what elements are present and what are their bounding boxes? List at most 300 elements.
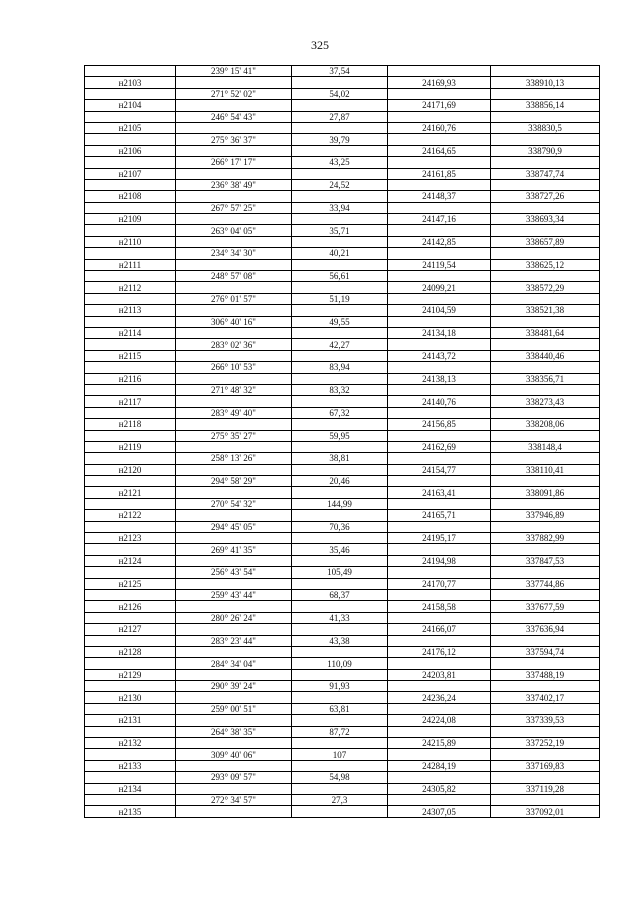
y-coordinate-cell	[491, 521, 600, 532]
y-coordinate-cell: 337402,17	[491, 692, 600, 703]
point-cell	[85, 612, 176, 623]
y-coordinate-cell	[491, 293, 600, 304]
y-coordinate-cell: 337946,89	[491, 510, 600, 521]
y-coordinate-cell	[491, 453, 600, 464]
x-coordinate-cell: 24138,13	[388, 373, 491, 384]
point-cell: н2112	[85, 282, 176, 293]
x-coordinate-cell: 24147,16	[388, 214, 491, 225]
table-row	[85, 806, 600, 817]
table-row	[85, 544, 600, 555]
table-row	[85, 157, 600, 168]
point-cell	[85, 134, 176, 145]
coordinates-table	[84, 65, 600, 818]
y-coordinate-cell	[491, 430, 600, 441]
point-cell: н2127	[85, 624, 176, 635]
point-cell: н2134	[85, 783, 176, 794]
y-coordinate-cell	[491, 225, 600, 236]
y-coordinate-cell: 338208,06	[491, 419, 600, 430]
direction-angle-cell	[176, 214, 292, 225]
x-coordinate-cell: 24140,76	[388, 396, 491, 407]
x-coordinate-cell	[388, 271, 491, 282]
point-cell: н2109	[85, 214, 176, 225]
length-cell: 27,87	[292, 111, 388, 122]
point-cell	[85, 703, 176, 714]
point-cell: н2128	[85, 646, 176, 657]
direction-angle-cell: 283° 23' 44"	[176, 635, 292, 646]
table-row	[85, 441, 600, 452]
length-cell	[292, 464, 388, 475]
point-cell: н2129	[85, 669, 176, 680]
length-cell: 59,95	[292, 430, 388, 441]
x-coordinate-cell: 24148,37	[388, 191, 491, 202]
length-cell	[292, 259, 388, 270]
table-row	[85, 362, 600, 373]
x-coordinate-cell	[388, 772, 491, 783]
y-coordinate-cell: 338790,9	[491, 145, 600, 156]
y-coordinate-cell	[491, 271, 600, 282]
direction-angle-cell	[176, 145, 292, 156]
table-row	[85, 624, 600, 635]
direction-angle-cell	[176, 601, 292, 612]
y-coordinate-cell: 337092,01	[491, 806, 600, 817]
point-cell	[85, 430, 176, 441]
point-cell: н2132	[85, 738, 176, 749]
length-cell	[292, 738, 388, 749]
table-row	[85, 578, 600, 589]
x-coordinate-cell	[388, 749, 491, 760]
length-cell	[292, 282, 388, 293]
table-row	[85, 567, 600, 578]
x-coordinate-cell	[388, 66, 491, 77]
y-coordinate-cell: 337677,59	[491, 601, 600, 612]
y-coordinate-cell: 337488,19	[491, 669, 600, 680]
length-cell: 70,36	[292, 521, 388, 532]
direction-angle-cell: 259° 00' 51"	[176, 703, 292, 714]
y-coordinate-cell	[491, 111, 600, 122]
point-cell: н2120	[85, 464, 176, 475]
y-coordinate-cell	[491, 202, 600, 213]
length-cell: 67,32	[292, 407, 388, 418]
x-coordinate-cell: 24194,98	[388, 555, 491, 566]
x-coordinate-cell: 24195,17	[388, 533, 491, 544]
length-cell: 63,81	[292, 703, 388, 714]
point-cell	[85, 225, 176, 236]
length-cell	[292, 236, 388, 247]
direction-angle-cell: 275° 35' 27"	[176, 430, 292, 441]
table-row	[85, 795, 600, 806]
y-coordinate-cell: 338910,13	[491, 77, 600, 88]
table-row	[85, 510, 600, 521]
length-cell: 35,46	[292, 544, 388, 555]
x-coordinate-cell: 24176,12	[388, 646, 491, 657]
y-coordinate-cell	[491, 179, 600, 190]
x-coordinate-cell	[388, 316, 491, 327]
length-cell: 144,99	[292, 498, 388, 509]
direction-angle-cell	[176, 533, 292, 544]
point-cell: н2118	[85, 419, 176, 430]
length-cell: 27,3	[292, 795, 388, 806]
length-cell	[292, 305, 388, 316]
x-coordinate-cell: 24142,85	[388, 236, 491, 247]
direction-angle-cell	[176, 510, 292, 521]
point-cell	[85, 635, 176, 646]
length-cell	[292, 122, 388, 133]
length-cell	[292, 373, 388, 384]
x-coordinate-cell	[388, 681, 491, 692]
length-cell: 83,32	[292, 384, 388, 395]
length-cell	[292, 624, 388, 635]
y-coordinate-cell	[491, 681, 600, 692]
length-cell: 68,37	[292, 589, 388, 600]
direction-angle-cell	[176, 168, 292, 179]
table-row	[85, 646, 600, 657]
y-coordinate-cell: 338440,46	[491, 350, 600, 361]
direction-angle-cell: 236° 38' 49"	[176, 179, 292, 190]
y-coordinate-cell	[491, 384, 600, 395]
point-cell	[85, 316, 176, 327]
x-coordinate-cell	[388, 589, 491, 600]
point-cell: н2106	[85, 145, 176, 156]
y-coordinate-cell	[491, 316, 600, 327]
table-row	[85, 373, 600, 384]
direction-angle-cell	[176, 396, 292, 407]
table-row	[85, 635, 600, 646]
direction-angle-cell: 284° 34' 04"	[176, 658, 292, 669]
x-coordinate-cell: 24236,24	[388, 692, 491, 703]
table-row	[85, 77, 600, 88]
length-cell: 107	[292, 749, 388, 760]
length-cell: 41,33	[292, 612, 388, 623]
x-coordinate-cell	[388, 384, 491, 395]
direction-angle-cell	[176, 715, 292, 726]
direction-angle-cell: 294° 58' 29"	[176, 476, 292, 487]
table-row	[85, 282, 600, 293]
point-cell: н2135	[85, 806, 176, 817]
length-cell	[292, 555, 388, 566]
table-row	[85, 327, 600, 338]
point-cell	[85, 293, 176, 304]
direction-angle-cell: 248° 57' 08"	[176, 271, 292, 282]
point-cell	[85, 726, 176, 737]
y-coordinate-cell: 338747,74	[491, 168, 600, 179]
length-cell	[292, 646, 388, 657]
length-cell	[292, 715, 388, 726]
table-row	[85, 168, 600, 179]
y-coordinate-cell	[491, 66, 600, 77]
x-coordinate-cell	[388, 544, 491, 555]
x-coordinate-cell	[388, 567, 491, 578]
direction-angle-cell: 269° 41' 35"	[176, 544, 292, 555]
direction-angle-cell: 309° 40' 06"	[176, 749, 292, 760]
length-cell: 43,25	[292, 157, 388, 168]
table-row	[85, 419, 600, 430]
table-row	[85, 464, 600, 475]
y-coordinate-cell: 338110,41	[491, 464, 600, 475]
length-cell	[292, 510, 388, 521]
point-cell	[85, 498, 176, 509]
point-cell	[85, 795, 176, 806]
direction-angle-cell	[176, 578, 292, 589]
direction-angle-cell: 246° 54' 43"	[176, 111, 292, 122]
point-cell	[85, 453, 176, 464]
y-coordinate-cell	[491, 749, 600, 760]
x-coordinate-cell: 24307,05	[388, 806, 491, 817]
point-cell	[85, 589, 176, 600]
x-coordinate-cell: 24099,21	[388, 282, 491, 293]
x-coordinate-cell: 24170,77	[388, 578, 491, 589]
point-cell	[85, 567, 176, 578]
table-row	[85, 703, 600, 714]
length-cell	[292, 669, 388, 680]
direction-angle-cell: 280° 26' 24"	[176, 612, 292, 623]
direction-angle-cell: 283° 49' 40"	[176, 407, 292, 418]
y-coordinate-cell: 338148,4	[491, 441, 600, 452]
y-coordinate-cell: 337636,94	[491, 624, 600, 635]
y-coordinate-cell	[491, 635, 600, 646]
y-coordinate-cell: 338091,86	[491, 487, 600, 498]
direction-angle-cell	[176, 122, 292, 133]
point-cell: н2105	[85, 122, 176, 133]
x-coordinate-cell	[388, 225, 491, 236]
y-coordinate-cell	[491, 88, 600, 99]
y-coordinate-cell: 338727,26	[491, 191, 600, 202]
x-coordinate-cell: 24134,18	[388, 327, 491, 338]
point-cell	[85, 544, 176, 555]
length-cell: 87,72	[292, 726, 388, 737]
x-coordinate-cell: 24171,69	[388, 100, 491, 111]
y-coordinate-cell: 337882,99	[491, 533, 600, 544]
x-coordinate-cell	[388, 339, 491, 350]
x-coordinate-cell	[388, 430, 491, 441]
point-cell	[85, 362, 176, 373]
direction-angle-cell: 271° 48' 32"	[176, 384, 292, 395]
length-cell	[292, 396, 388, 407]
length-cell	[292, 327, 388, 338]
y-coordinate-cell	[491, 407, 600, 418]
y-coordinate-cell	[491, 248, 600, 259]
x-coordinate-cell	[388, 111, 491, 122]
length-cell: 56,61	[292, 271, 388, 282]
direction-angle-cell	[176, 236, 292, 247]
y-coordinate-cell: 338657,89	[491, 236, 600, 247]
length-cell	[292, 145, 388, 156]
table-row	[85, 350, 600, 361]
table-row	[85, 316, 600, 327]
point-cell	[85, 111, 176, 122]
direction-angle-cell: 306° 40' 16"	[176, 316, 292, 327]
point-cell	[85, 681, 176, 692]
length-cell: 49,55	[292, 316, 388, 327]
point-cell	[85, 88, 176, 99]
x-coordinate-cell: 24165,71	[388, 510, 491, 521]
x-coordinate-cell	[388, 521, 491, 532]
direction-angle-cell	[176, 783, 292, 794]
x-coordinate-cell	[388, 635, 491, 646]
y-coordinate-cell	[491, 612, 600, 623]
direction-angle-cell	[176, 646, 292, 657]
y-coordinate-cell	[491, 134, 600, 145]
y-coordinate-cell	[491, 589, 600, 600]
direction-angle-cell: 293° 09' 57"	[176, 772, 292, 783]
table-row	[85, 66, 600, 77]
x-coordinate-cell	[388, 407, 491, 418]
y-coordinate-cell	[491, 703, 600, 714]
direction-angle-cell	[176, 100, 292, 111]
y-coordinate-cell: 337252,19	[491, 738, 600, 749]
table-row	[85, 715, 600, 726]
direction-angle-cell	[176, 305, 292, 316]
point-cell	[85, 772, 176, 783]
coordinates-table-body	[85, 66, 600, 818]
direction-angle-cell	[176, 327, 292, 338]
length-cell: 51,19	[292, 293, 388, 304]
length-cell: 37,54	[292, 66, 388, 77]
point-cell: н2104	[85, 100, 176, 111]
y-coordinate-cell	[491, 476, 600, 487]
x-coordinate-cell: 24160,76	[388, 122, 491, 133]
length-cell: 38,81	[292, 453, 388, 464]
length-cell: 110,09	[292, 658, 388, 669]
y-coordinate-cell	[491, 544, 600, 555]
y-coordinate-cell: 338273,43	[491, 396, 600, 407]
direction-angle-cell	[176, 464, 292, 475]
table-row	[85, 749, 600, 760]
length-cell: 40,21	[292, 248, 388, 259]
point-cell: н2116	[85, 373, 176, 384]
direction-angle-cell: 270° 54' 32"	[176, 498, 292, 509]
x-coordinate-cell: 24162,69	[388, 441, 491, 452]
length-cell	[292, 783, 388, 794]
point-cell: н2108	[85, 191, 176, 202]
length-cell: 91,93	[292, 681, 388, 692]
x-coordinate-cell: 24166,07	[388, 624, 491, 635]
table-row	[85, 589, 600, 600]
length-cell	[292, 441, 388, 452]
direction-angle-cell	[176, 669, 292, 680]
x-coordinate-cell	[388, 476, 491, 487]
length-cell: 39,79	[292, 134, 388, 145]
direction-angle-cell: 290° 39' 24"	[176, 681, 292, 692]
length-cell	[292, 806, 388, 817]
point-cell	[85, 202, 176, 213]
table-row	[85, 396, 600, 407]
length-cell	[292, 350, 388, 361]
length-cell	[292, 760, 388, 771]
x-coordinate-cell	[388, 658, 491, 669]
direction-angle-cell: 234° 34' 30"	[176, 248, 292, 259]
table-row	[85, 191, 600, 202]
x-coordinate-cell: 24161,85	[388, 168, 491, 179]
length-cell: 42,27	[292, 339, 388, 350]
table-row	[85, 88, 600, 99]
point-cell: н2131	[85, 715, 176, 726]
direction-angle-cell	[176, 624, 292, 635]
y-coordinate-cell	[491, 772, 600, 783]
direction-angle-cell	[176, 806, 292, 817]
y-coordinate-cell	[491, 567, 600, 578]
y-coordinate-cell: 337847,53	[491, 555, 600, 566]
direction-angle-cell: 266° 17' 17"	[176, 157, 292, 168]
length-cell: 20,46	[292, 476, 388, 487]
x-coordinate-cell	[388, 202, 491, 213]
length-cell	[292, 692, 388, 703]
x-coordinate-cell	[388, 795, 491, 806]
x-coordinate-cell	[388, 453, 491, 464]
point-cell	[85, 339, 176, 350]
y-coordinate-cell	[491, 795, 600, 806]
x-coordinate-cell: 24163,41	[388, 487, 491, 498]
table-row	[85, 134, 600, 145]
table-row	[85, 498, 600, 509]
y-coordinate-cell	[491, 658, 600, 669]
x-coordinate-cell	[388, 248, 491, 259]
x-coordinate-cell: 24119,54	[388, 259, 491, 270]
table-row	[85, 738, 600, 749]
length-cell	[292, 601, 388, 612]
y-coordinate-cell	[491, 726, 600, 737]
table-row	[85, 145, 600, 156]
table-row	[85, 179, 600, 190]
y-coordinate-cell: 337594,74	[491, 646, 600, 657]
direction-angle-cell	[176, 419, 292, 430]
y-coordinate-cell: 338521,38	[491, 305, 600, 316]
direction-angle-cell: 267° 57' 25"	[176, 202, 292, 213]
direction-angle-cell	[176, 441, 292, 452]
y-coordinate-cell	[491, 339, 600, 350]
point-cell	[85, 384, 176, 395]
length-cell	[292, 419, 388, 430]
table-row	[85, 658, 600, 669]
point-cell	[85, 179, 176, 190]
direction-angle-cell	[176, 350, 292, 361]
point-cell: н2113	[85, 305, 176, 316]
x-coordinate-cell	[388, 157, 491, 168]
x-coordinate-cell	[388, 612, 491, 623]
y-coordinate-cell	[491, 498, 600, 509]
length-cell: 83,94	[292, 362, 388, 373]
point-cell: н2124	[85, 555, 176, 566]
x-coordinate-cell: 24169,93	[388, 77, 491, 88]
direction-angle-cell: 264° 38' 35"	[176, 726, 292, 737]
table-row	[85, 225, 600, 236]
point-cell: н2121	[85, 487, 176, 498]
length-cell: 33,94	[292, 202, 388, 213]
length-cell: 24,52	[292, 179, 388, 190]
x-coordinate-cell: 24154,77	[388, 464, 491, 475]
table-row	[85, 293, 600, 304]
direction-angle-cell	[176, 282, 292, 293]
direction-angle-cell	[176, 738, 292, 749]
direction-angle-cell	[176, 259, 292, 270]
length-cell: 43,38	[292, 635, 388, 646]
point-cell: н2110	[85, 236, 176, 247]
length-cell: 35,71	[292, 225, 388, 236]
x-coordinate-cell	[388, 293, 491, 304]
y-coordinate-cell: 338625,12	[491, 259, 600, 270]
table-row	[85, 384, 600, 395]
x-coordinate-cell: 24156,85	[388, 419, 491, 430]
y-coordinate-cell: 338481,64	[491, 327, 600, 338]
direction-angle-cell	[176, 487, 292, 498]
x-coordinate-cell: 24203,81	[388, 669, 491, 680]
x-coordinate-cell	[388, 179, 491, 190]
length-cell	[292, 168, 388, 179]
point-cell	[85, 407, 176, 418]
length-cell	[292, 487, 388, 498]
table-row	[85, 726, 600, 737]
y-coordinate-cell: 338830,5	[491, 122, 600, 133]
x-coordinate-cell	[388, 703, 491, 714]
